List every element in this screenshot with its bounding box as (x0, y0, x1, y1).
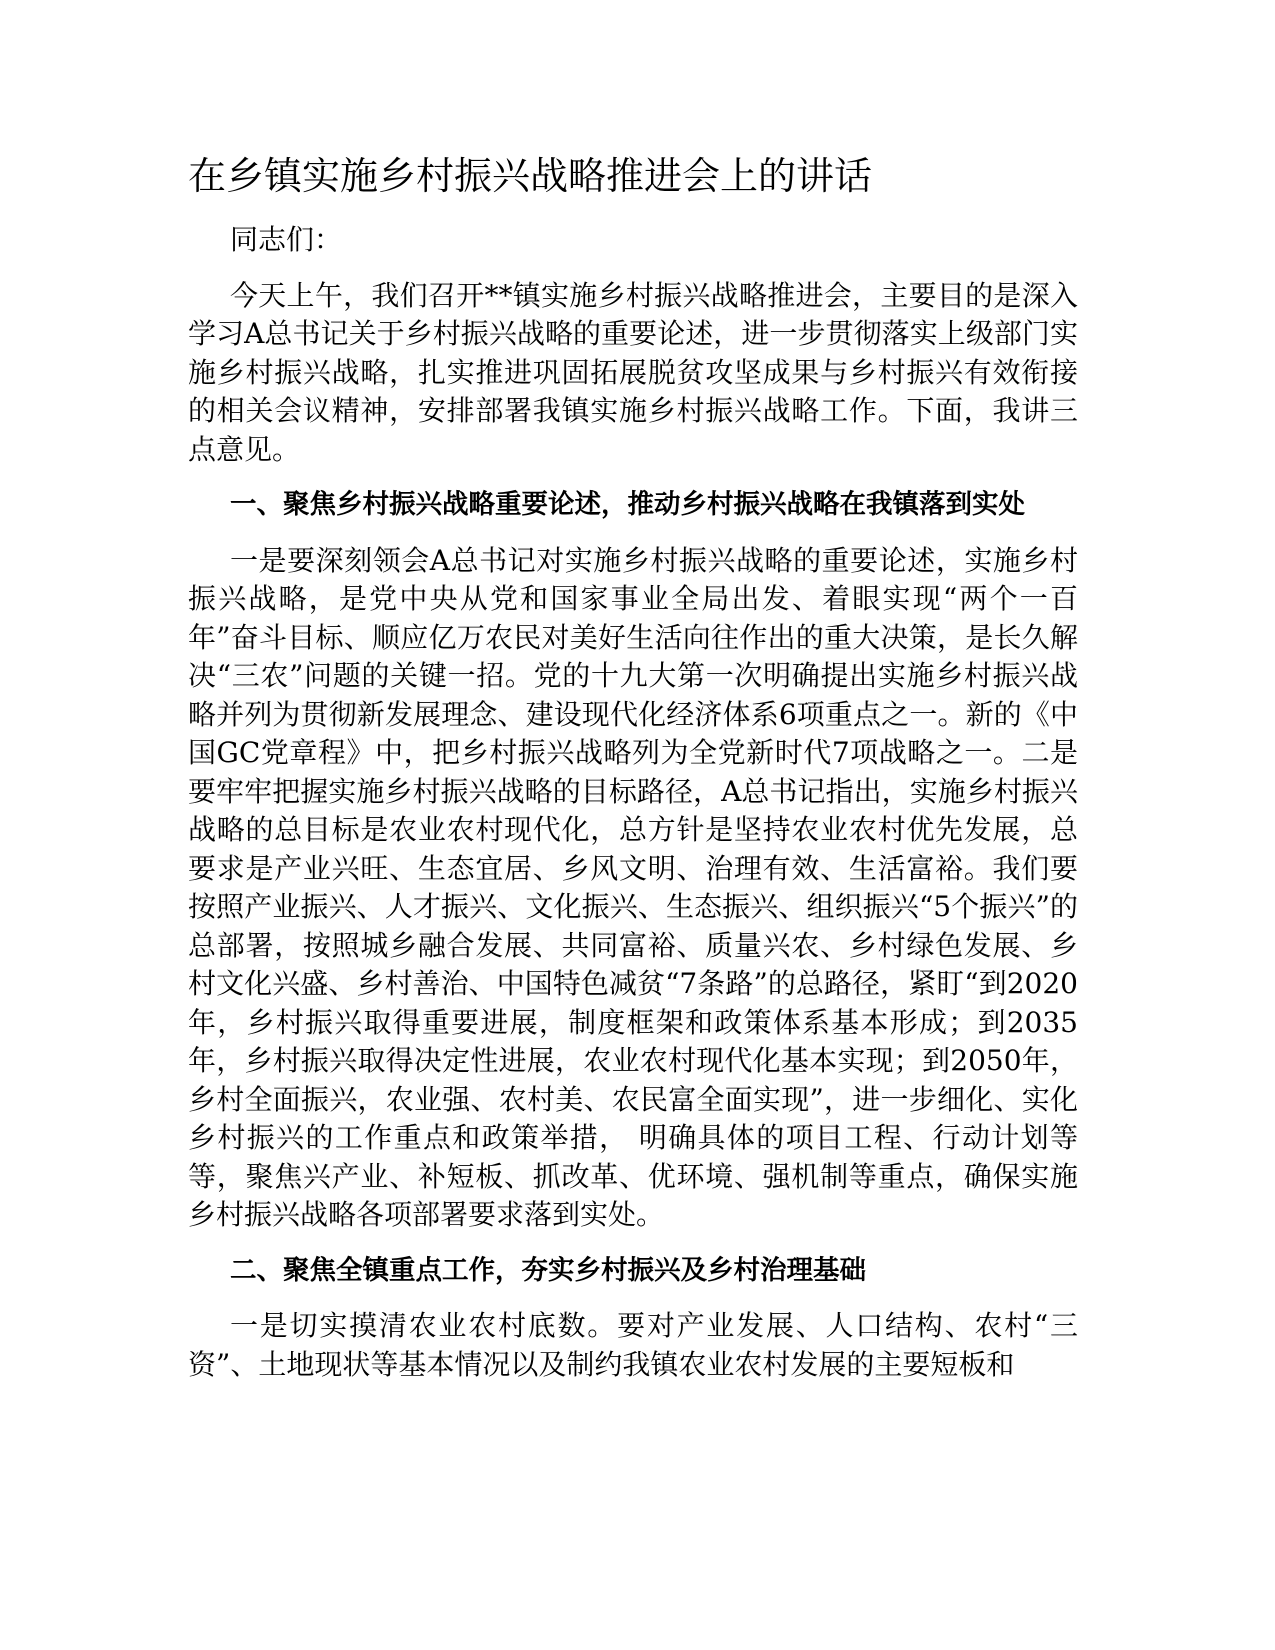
document-title: 在乡镇实施乡村振兴战略推进会上的讲话 (188, 154, 873, 198)
section-2-heading: 二、聚焦全镇重点工作，夯实乡村振兴及乡村治理基础 (230, 1254, 866, 1286)
section-1-heading: 一、聚焦乡村振兴战略重要论述，推动乡村振兴战略在我镇落到实处 (230, 489, 1025, 520)
section-2-paragraph: 一是切实摸清农业农村底数。要对产业发展、人口结构、农村“三资”、土地现状等基本情况以及制约我镇农业农村发展的主要短板和 (188, 1309, 1078, 1381)
salutation: 同志们： (230, 223, 343, 256)
intro-paragraph: 今天上午，我们召开**镇实施乡村振兴战略推进会，主要目的是深入学习A总书记关于乡村振兴战略的重要论述，进一步贯彻落实上级部门实施乡村振兴战略，扎实推进巩固拓展脱贫攻坚成果与乡村振兴有效衔接的相关会议精神，安排部署我镇实施乡村振兴战略工作。下面，我讲三点意见。 (188, 278, 1078, 466)
document-body (188, 221, 1078, 1384)
section-1-paragraph: 一是要深刻领会A总书记对实施乡村振兴战略的重要论述，实施乡村振兴战略，是党中央从党和国家事业全局出发、着眼实现“两个一百年”奋斗目标、顺应亿万农民对美好生活向往作出的重大决策，是长久解决“三农”问题的关键一招。党的十九大第一次明确提出实施乡村振兴战略并列为贯彻新发展理念、建设现代化经济体系6项重点之一。新的《中国GC党章程》中，把乡村振兴战略列为全党新时代7项战略之一。二是要牢牢把握实施乡村振兴战略的目标路径，A总书记指出，实施乡村振兴战略的总目标是农业农村现代化，总方针是坚持农业农村优先发展，总要求是产业兴旺、生态宜居、乡风文明、治理有效、生活富裕。我们要按照产业振兴、人才振兴、文化振兴、生态振兴、组织振兴“5个振兴”的总部署，按照城乡融合发展、共同富裕、质量兴农、乡村绿色发展、乡村文化兴盛、乡村善治、中国特色减贫“7条路”的总路径，紧盯“到2020年，乡村振兴取得重要进展，制度框架和政策体系基本形成；到2035年，乡村振兴取得决定性进展，农业农村现代化基本实现；到2050年，乡村全面振兴，农业强、农村美、农民富全面实现”，进一步细化、实化乡村振兴的工作重点和政策举措， 明确具体的项目工程、行动计划等等，聚焦兴产业、补短板、抓改革、优环境、强机制等重点，确保实施乡村振兴战略各项部署要求落到实处。 (188, 543, 1078, 1231)
